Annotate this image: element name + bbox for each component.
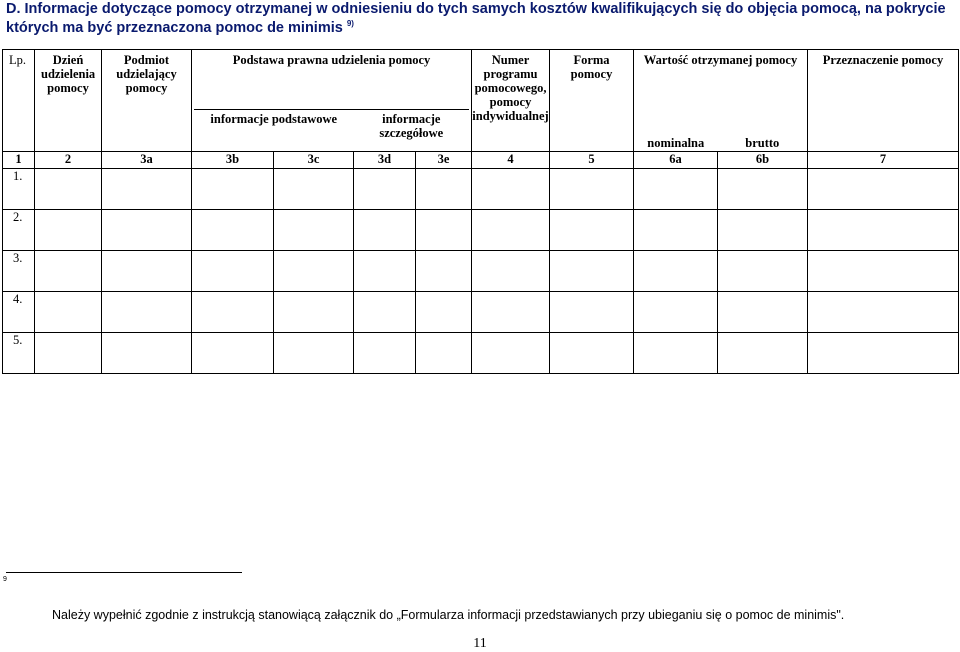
col-num-3e: 3e xyxy=(416,152,472,169)
col-num-3a: 3a xyxy=(102,152,192,169)
table-row xyxy=(3,169,959,210)
row-number: 4. xyxy=(3,292,35,333)
section-heading xyxy=(6,0,956,38)
col-num-3c: 3c xyxy=(274,152,354,169)
col-num-3b: 3b xyxy=(192,152,274,169)
col-num-6a: 6a xyxy=(634,152,718,169)
row-number: 3. xyxy=(3,251,35,292)
table-row xyxy=(3,251,959,292)
page-number: 11 xyxy=(473,636,487,651)
header-program: Numer programu pomocowego, pomocy indywidualnej xyxy=(472,50,550,152)
aid-information-table xyxy=(2,49,959,374)
table-row xyxy=(3,333,959,374)
detailed-info-label: informacje szczegółowe xyxy=(354,109,470,140)
col-num-2: 2 xyxy=(35,152,102,169)
col-num-1: 1 xyxy=(3,152,35,169)
footnote-text: Należy wypełnić zgodnie z instrukcją stanowiącą załącznik do „Formularza informacji przedstawianych przy ubieganiu się o pomoc de minimis". xyxy=(52,608,845,622)
basic-info-label: informacje podstawowe xyxy=(194,109,354,126)
column-number-row xyxy=(3,152,959,169)
header-row-1 xyxy=(3,50,959,106)
row-number: 2. xyxy=(3,210,35,251)
footnote-separator xyxy=(6,572,242,573)
col-num-5: 5 xyxy=(550,152,634,169)
footnote-mark: 9 xyxy=(3,576,7,583)
header-nominal: nominalna xyxy=(634,105,718,152)
header-basic-info xyxy=(192,105,354,152)
col-num-6b: 6b xyxy=(718,152,808,169)
table-row xyxy=(3,292,959,333)
heading-footnote-ref: 9) xyxy=(346,19,354,29)
header-form: Forma pomocy xyxy=(550,50,634,152)
col-num-3d: 3d xyxy=(354,152,416,169)
row-number: 5. xyxy=(3,333,35,374)
col-num-4: 4 xyxy=(472,152,550,169)
header-detailed-info xyxy=(354,105,472,152)
heading-line-2: których ma być przeznaczona pomoc de minimis $^{9)}$ xyxy=(6,19,354,36)
header-purpose: Przeznaczenie pomocy xyxy=(808,50,959,152)
header-gross: brutto xyxy=(718,105,808,152)
header-day: Dzień udzielenia pomocy xyxy=(35,50,102,152)
heading-line-1: D. Informacje dotyczące pomocy otrzymanej w odniesieniu do tych samych kosztów kwalifikujących się do objęcia pomocą, na pokrycie xyxy=(6,1,946,17)
table-row xyxy=(3,210,959,251)
col-num-7: 7 xyxy=(808,152,959,169)
header-lp: Lp. xyxy=(3,50,35,152)
header-value: Wartość otrzymanej pomocy xyxy=(634,50,808,106)
row-number: 1. xyxy=(3,169,35,210)
header-entity: Podmiot udzielający pomocy xyxy=(102,50,192,152)
header-legal-basis: Podstawa prawna udzielenia pomocy xyxy=(192,50,472,106)
